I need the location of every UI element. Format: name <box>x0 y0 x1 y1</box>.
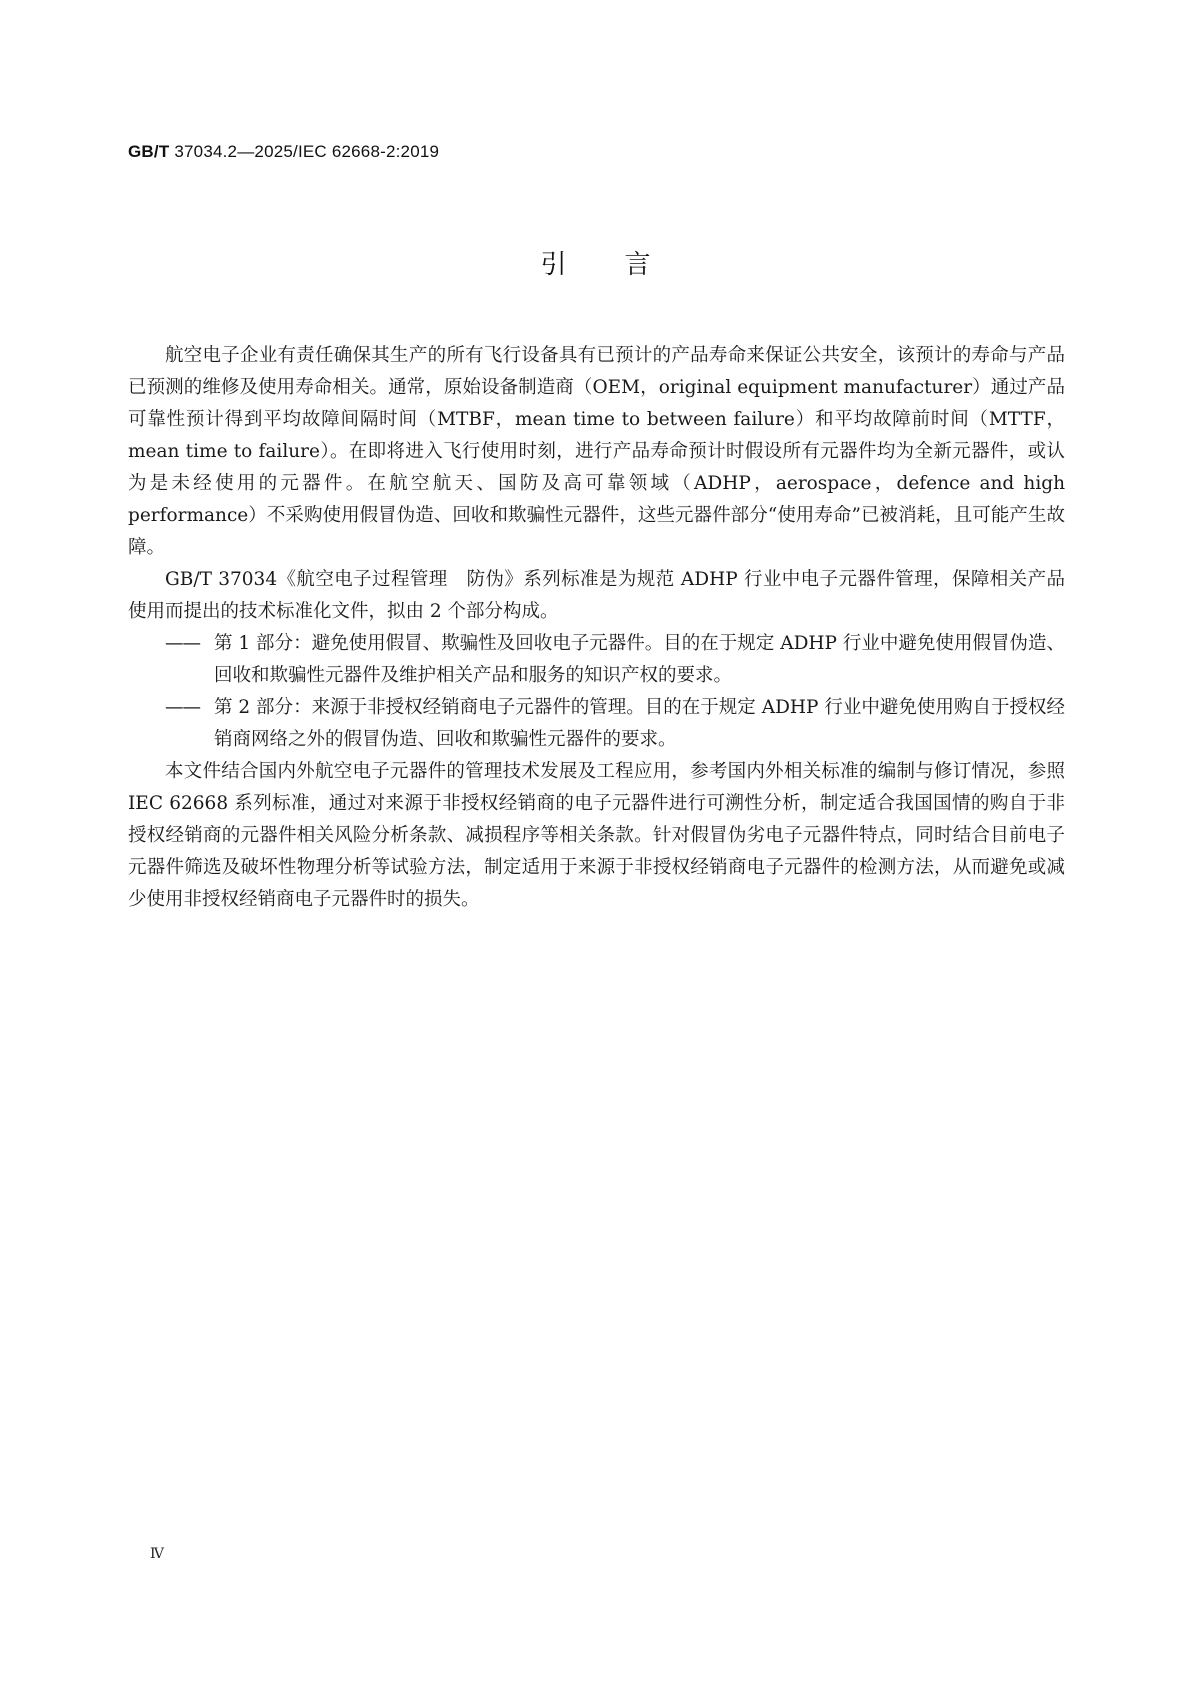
list-item-text: 第 1 部分：避免使用假冒、欺骗性及回收电子元器件。目的在于规定 ADHP 行业中避免使用假冒伪造、回收和欺骗性元器件及维护相关产品和服务的知识产权的要求。 <box>214 633 1065 686</box>
title-char-1: 引 <box>540 250 567 280</box>
paragraph-series: GB/T 37034《航空电子过程管理 防伪》系列标准是为规范 ADHP 行业中电子元器件管理，保障相关产品使用而提出的技术标准化文件，拟由 2 个部分构成。 <box>128 569 1065 622</box>
standard-code-header <box>128 142 439 162</box>
standard-number: 37034.2—2025/IEC <box>174 142 327 161</box>
list-item-part-2 <box>128 692 1065 756</box>
list-item-text: 第 2 部分：来源于非授权经销商电子元器件的管理。目的在于规定 ADHP 行业中避免使用购自于授权经销商网络之外的假冒伪造、回收和欺骗性元器件的要求。 <box>214 697 1065 750</box>
list-dash: —— <box>165 633 200 654</box>
list-item-part-1 <box>128 628 1065 692</box>
standard-iec: 62668-2:2019 <box>331 142 440 161</box>
paragraph-intro: 航空电子企业有责任确保其生产的所有飞行设备具有已预计的产品寿命来保证公共安全，该预计的寿命与产品已预测的维修及使用寿命相关。通常，原始设备制造商（OEM，original equipment manufacturer）通过产品可靠性预计得到平均故障间隔时间（MTBF，mean time to between failure）和平均故障前时间（MTTF，mean time to failure）。在即将进入飞行使用时刻，进行产品寿命预计时假设所有元器件均为全新元器件，或认为是未经使用的元器件。在航空航天、国防及高可靠领域（ADHP，aerospace，defence and high performance）不采购使用假冒伪造、回收和欺骗性元器件，这些元器件部分“使用寿命”已被消耗，且可能产生故障。 <box>128 345 1065 558</box>
list-dash: —— <box>165 697 200 718</box>
standard-prefix: GB/T <box>128 142 170 161</box>
paragraph-scope: 本文件结合国内外航空电子元器件的管理技术发展及工程应用，参考国内外相关标准的编制与修订情况，参照 IEC 62668 系列标准，通过对来源于非授权经销商的电子元器件进行可溯性分析，制定适合我国国情的购自于非授权经销商的元器件相关风险分析条款、减损程序等相关条款。针对假冒伪劣电子元器件特点，同时结合目前电子元器件筛选及破坏性物理分析等试验方法，制定适用于来源于非授权经销商电子元器件的检测方法，从而避免或减少使用非授权经销商电子元器件时的损失。 <box>128 761 1065 910</box>
title-char-2: 言 <box>624 250 651 280</box>
page-title <box>0 244 1191 281</box>
page-number: Ⅳ <box>150 1546 164 1562</box>
document-body <box>128 340 1065 916</box>
